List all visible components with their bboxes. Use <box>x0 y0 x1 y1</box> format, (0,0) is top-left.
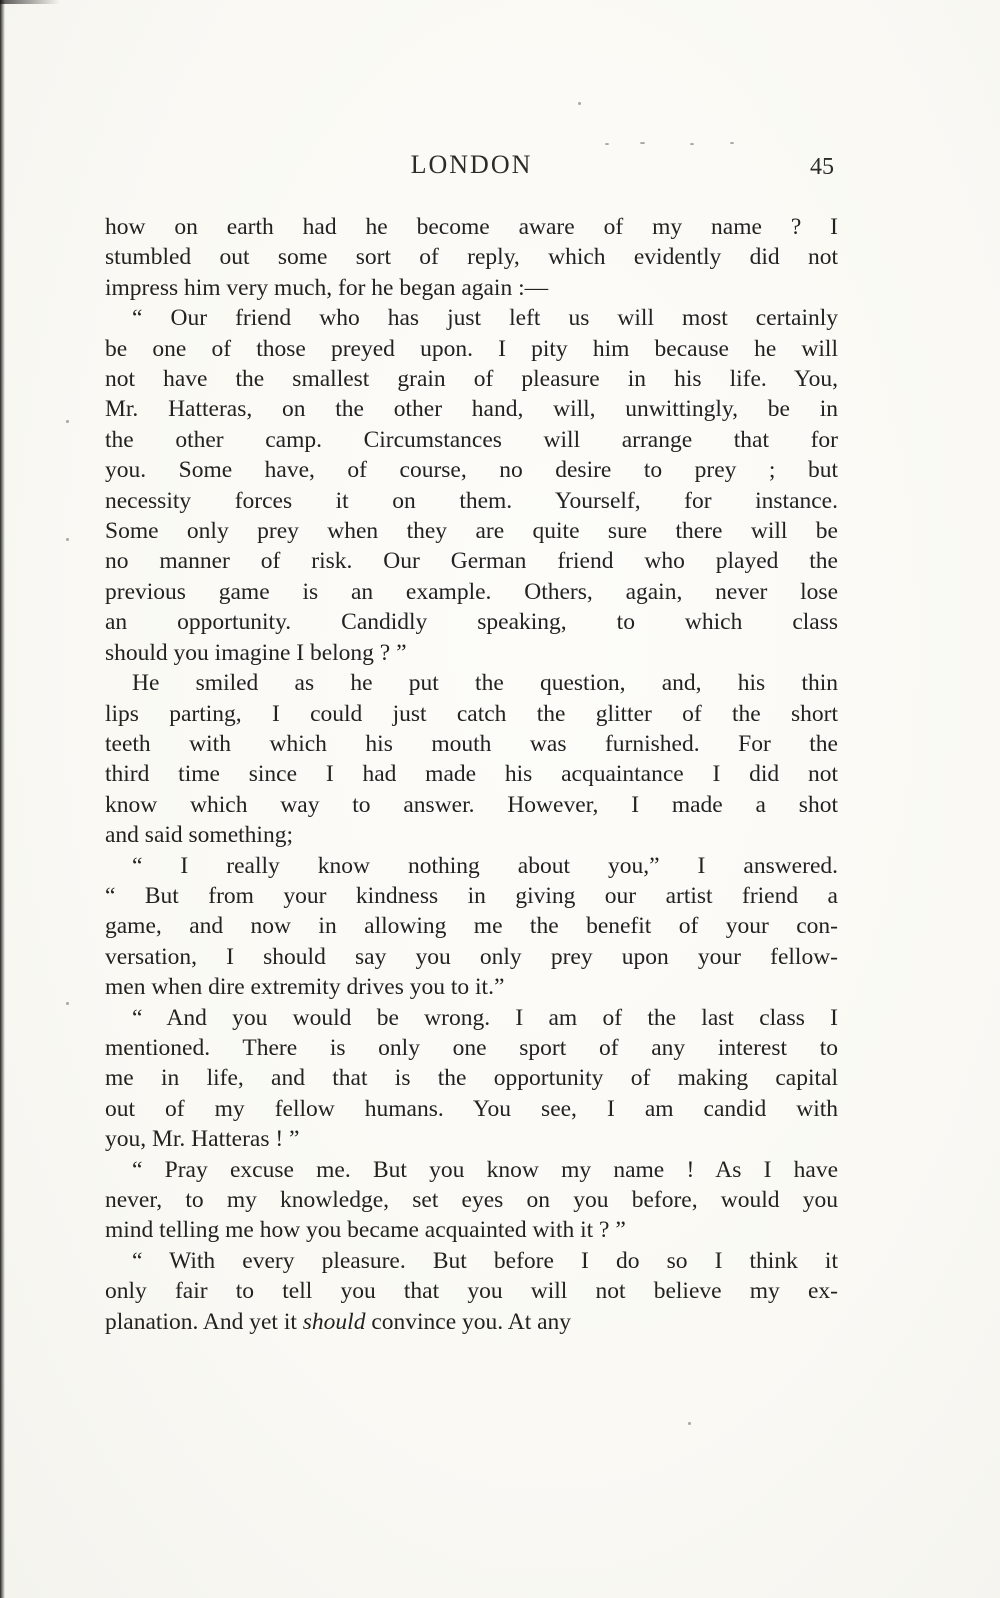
text-line: “ Pray excuse me. But you know my name ! As I have <box>132 1156 838 1183</box>
text-line: teeth with which his mouth was furnished. For the <box>105 730 838 757</box>
scan-speck <box>66 538 69 541</box>
text-line: an opportunity. Candidly speaking, to which class <box>105 609 838 636</box>
text-line: planation. And yet it should convince you. At any <box>105 1308 572 1335</box>
text-line: how on earth had he become aware of my name ? I <box>105 214 838 240</box>
text-line: “ But from your kindness in giving our artist friend a <box>105 882 838 909</box>
text-line: He smiled as he put the question, and, his thin <box>132 670 838 697</box>
text-line: “ And you would be wrong. I am of the last class I <box>132 1004 838 1031</box>
text-line: and said something; <box>105 822 293 849</box>
scan-speck <box>578 102 581 105</box>
text-line: know which way to answer. However, I made a shot <box>105 791 838 818</box>
text-line: Some only prey when they are quite sure there will be <box>105 518 838 545</box>
text-line: mind telling me how you became acquainted with it ? ” <box>105 1217 626 1244</box>
scan-edge-top <box>0 0 60 4</box>
text-line: out of my fellow humans. You see, I am candid with <box>105 1095 838 1122</box>
scan-edge-left <box>0 0 5 1598</box>
text-line: only fair to tell you that you will not believe my ex- <box>105 1278 838 1305</box>
text-line: versation, I should say you only prey upon your fellow- <box>105 943 838 970</box>
text-line: lips parting, I could just catch the glitter of the short <box>105 700 838 727</box>
text-line: not have the smallest grain of pleasure in his life. You, <box>105 366 838 393</box>
text-line: no manner of risk. Our German friend who played the <box>105 548 838 575</box>
scan-speck <box>730 142 734 144</box>
scan-speck <box>690 143 694 145</box>
text-line: be one of those preyed upon. I pity him because he will <box>105 335 838 362</box>
text-line: third time since I had made his acquaintance I did not <box>105 761 838 788</box>
text-line: impress him very much, for he began again :— <box>105 274 549 301</box>
text-line: the other camp. Circumstances will arrange that for <box>105 426 838 453</box>
text-line: “ With every pleasure. But before I do so I think it <box>132 1247 838 1274</box>
text-line: “ Our friend who has just left us will most certainly <box>132 305 838 332</box>
text-line: me in life, and that is the opportunity of making capital <box>105 1065 838 1092</box>
text-line: previous game is an example. Others, again, never lose <box>105 578 838 605</box>
text-line: you, Mr. Hatteras ! ” <box>105 1126 300 1153</box>
text-line: never, to my knowledge, set eyes on you before, would you <box>105 1187 838 1213</box>
text-line: Mr. Hatteras, on the other hand, will, unwittingly, be in <box>105 396 838 423</box>
text-block <box>105 212 838 1337</box>
scan-speck <box>688 1422 691 1425</box>
page-header <box>105 150 838 186</box>
running-header: LONDON <box>410 150 533 179</box>
text-line: “ I really know nothing about you,” I answered. <box>132 852 838 879</box>
text-line: stumbled out some sort of reply, which evidently did not <box>105 244 838 271</box>
scan-speck <box>640 142 645 144</box>
page-number: 45 <box>810 154 834 180</box>
scan-speck <box>66 1002 69 1005</box>
text-line: you. Some have, of course, no desire to prey ; but <box>105 457 838 484</box>
text-line: men when dire extremity drives you to it.” <box>105 974 505 1001</box>
scan-speck <box>605 143 609 145</box>
text-line: should you imagine I belong ? ” <box>105 639 407 666</box>
content-column <box>105 150 838 1337</box>
text-line: game, and now in allowing me the benefit of your con- <box>105 913 838 940</box>
text-line: mentioned. There is only one sport of any interest to <box>105 1034 838 1061</box>
text-line: necessity forces it on them. Yourself, for instance. <box>105 487 838 514</box>
scan-speck <box>66 420 69 423</box>
